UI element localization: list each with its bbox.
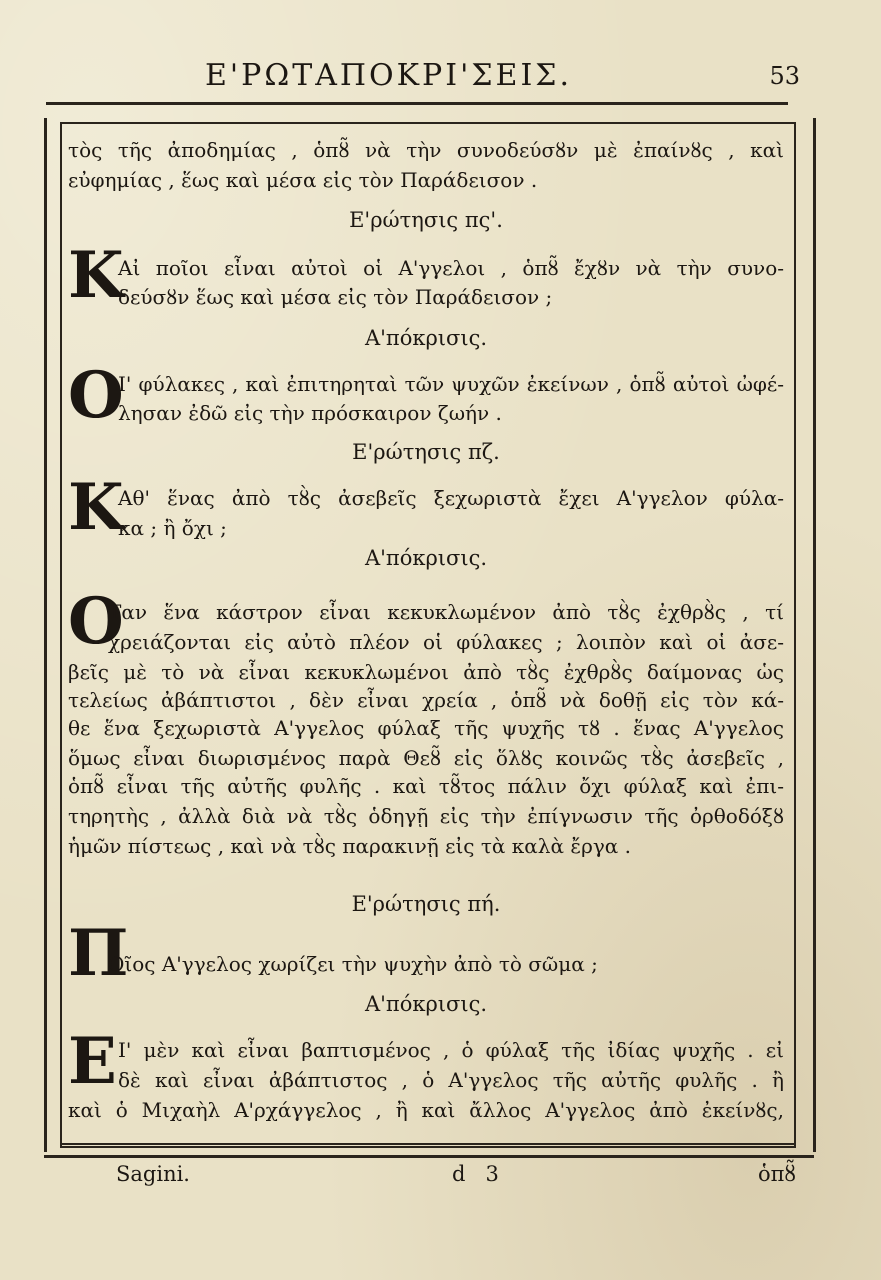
initial-letter: Π [68,916,129,991]
text-line: κα ; ἢ ὄχι ; [118,516,227,540]
text-line: τὸς τῆς ἀποδημίας , ὁπȣ̃ νὰ τὴν συνοδεύσȣν μὲ ἐπαίνȣς , καὶ [68,138,784,162]
initial-letter: Ο [68,584,124,659]
initial-letter: Κ [68,470,124,545]
text-line: τελείως ἀβάπτιστοι , δὲν εἶναι χρεία , ὁπȣ̃ νὰ δοθῇ εἰς τὸν κά- [68,688,784,712]
text-line: Ι' μὲν καὶ εἶναι βαπτισμένος , ὁ φύλαξ τῆς ἰδίας ψυχῆς . εἰ [118,1038,784,1062]
initial-letter: Ο [68,358,124,433]
gathering-mark: d 3 [452,1162,499,1186]
answer-heading: Α'πόκρισις. [364,546,488,570]
question-heading: Ε'ρώτησις πζ. [352,440,500,464]
text-line: ὁπȣ̃ εἶναι τῆς αὐτῆς φυλῆς . καὶ τȣ̃τος πάλιν ὄχι φύλαξ καὶ ἐπι- [68,774,784,798]
text-line: χρειάζονται εἰς αὐτὸ πλέον οἱ φύλακες ; λοιπὸν καὶ οἱ ἀσε- [108,630,784,654]
text-line: βεῖς μὲ τὸ νὰ εἶναι κεκυκλωμένοι ἀπὸ τȣ̀ς ἐχθρȣ̀ς δαίμονας ὡς [68,660,784,684]
text-line: δεύσȣν ἕως καὶ μέσα εἰς τὸν Παράδεισον ; [118,285,553,309]
text-line: δὲ καὶ εἶναι ἀβάπτιστος , ὁ Α'γγελος τῆς αὐτῆς φυλῆς . ἢ [118,1068,784,1092]
text-line: Οῖος Α'γγελος χωρίζει τὴν ψυχὴν ἀπὸ τὸ σῶμα ; [108,952,598,976]
catchword: ὁπȣ̃ [757,1162,796,1186]
question-heading: Ε'ρώτησις πή. [351,892,501,916]
top-rule [46,102,788,105]
text-line: καὶ ὁ Μιχαὴλ Α'ρχάγγελος , ἢ καὶ ἄλλος Α'γγελος ἀπὸ ἐκείνȣς, [68,1098,784,1122]
initial-letter: Κ [68,238,124,313]
text-line: τηρητὴς , ἀλλὰ διὰ νὰ τȣ̀ς ὁδηγῇ εἰς τὴν ἐπίγνωσιν τῆς ὀρθοδόξȣ [68,804,784,828]
running-head [60,58,800,98]
page-footer [116,1162,796,1196]
answer-heading: Α'πόκρισις. [364,326,488,350]
bottom-rule-outer [44,1155,814,1158]
initial-letter: Ε [68,1024,117,1099]
text-line: θε ἕνα ξεχωριστὰ Α'γγελος φύλαξ τῆς ψυχῆς τȣ . ἕνας Α'γγελος [68,716,784,740]
bottom-rule-inner [60,1143,796,1145]
question-heading: Ε'ρώτησις πς'. [349,208,503,232]
text-line: Αθ' ἕνας ἀπὸ τȣ̀ς ἀσεβεῖς ξεχωριστὰ ἔχει Α'γγελον φύλα- [118,486,784,510]
answer-heading: Α'πόκρισις. [364,992,488,1016]
page-number: 53 [769,62,800,90]
page-title: Ε'ΡΩΤΑΠΟΚΡΙ'ΣΕΙΣ. [205,58,573,93]
text-line: εὐφημίας , ἕως καὶ μέσα εἰς τὸν Παράδεισον . [68,168,538,192]
text-line: Αἰ ποῖοι εἶναι αὐτοὶ οἱ Α'γγελοι , ὁπȣ̃ ἔχȣν νὰ τὴν συνο- [118,256,784,280]
text-line: Ταν ἕνα κάστρον εἶναι κεκυκλωμένον ἀπὸ τȣ̀ς ἐχθρȣ̀ς , τί [108,600,784,624]
text-line: λησαν ἐδῶ εἰς τὴν πρόσκαιρον ζωήν . [118,401,502,425]
printer-signature: Sagini. [116,1162,190,1186]
text-line: Ι' φύλακες , καὶ ἐπιτηρηταὶ τῶν ψυχῶν ἐκείνων , ὁπȣ̃ αὐτοὶ ὠφέ- [118,372,784,396]
text-line: ἡμῶν πίστεως , καὶ νὰ τȣ̀ς παρακινῇ εἰς τὰ καλὰ ἔργα . [68,834,631,858]
text-line: ὅμως εἶναι διωρισμένος παρὰ Θεȣ̃ εἰς ὅλȣς κοινῶς τȣ̀ς ἀσεβεῖς , [68,746,784,770]
